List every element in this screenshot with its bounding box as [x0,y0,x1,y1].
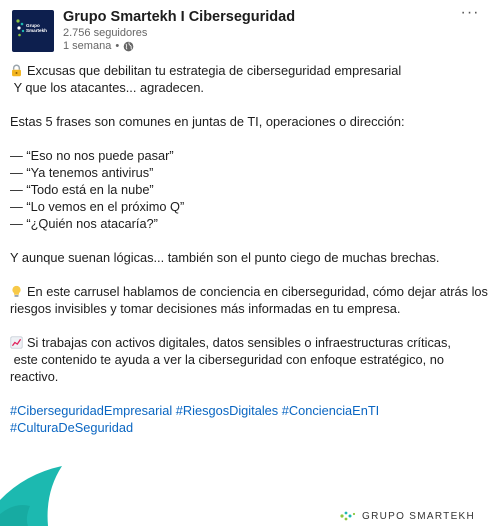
lightbulb-icon [10,285,23,298]
meta-separator: • [115,40,120,52]
more-options-button[interactable]: ··· [460,4,480,21]
brand-logo-icon [340,510,356,522]
logo-text: Grupo Smartekh [26,23,47,34]
carousel-brand [340,510,475,522]
hashtag-row [10,419,482,436]
quote-item: — “Ya tenemos antivirus” [10,165,154,180]
quote-item: — “¿Quién nos atacaría?” [10,216,158,231]
post-body [10,62,488,436]
post-timestamp: 1 semana [63,40,112,52]
brand-text: GRUPO SMARTEKH [362,510,476,522]
quote-item: — “Lo vemos en el próximo Q” [10,199,185,214]
hashtag-link[interactable]: #CulturaDeSeguridad [10,420,134,435]
company-logo[interactable] [12,10,54,52]
quote-item: — “Todo está en la nube” [10,182,154,197]
follower-count: 2.756 seguidores [63,27,148,39]
post-line: Si trabajas con activos digitales, datos sensibles o infraestructuras críticas, [10,334,482,351]
post-line: riesgos invisibles y tomar decisiones más informadas en tu empresa. [10,301,401,316]
globe-icon [123,41,134,52]
post-line: Y aunque suenan lógicas... también son el punto ciego de muchas brechas. [10,250,440,265]
post-line: Estas 5 frases son comunes en juntas de TI, operaciones o dirección: [10,114,405,129]
author-name[interactable]: Grupo Smartekh I Ciberseguridad [63,9,296,25]
lock-icon [10,64,23,77]
chart-increasing-icon [10,336,23,349]
hashtag-link[interactable]: #RiesgosDigitales [175,403,279,418]
hashtag-link[interactable]: #CiberseguridadEmpresarial [10,403,173,418]
hashtag-row [10,402,482,419]
post-line: este contenido te ayuda a ver la ciberseguridad con enfoque estratégico, no [13,352,444,367]
post-meta [63,40,134,52]
post-line: En este carrusel hablamos de conciencia en ciberseguridad, cómo dejar atrás los [10,283,482,300]
post-line: Y que los atacantes... agradecen. [13,80,204,95]
quote-item: — “Eso no nos puede pasar” [10,148,174,163]
hashtag-link[interactable]: #ConcienciaEnTI [281,403,380,418]
post-line: reactivo. [10,369,59,384]
post-line: Excusas que debilitan tu estrategia de ciberseguridad empresarial [10,62,482,79]
